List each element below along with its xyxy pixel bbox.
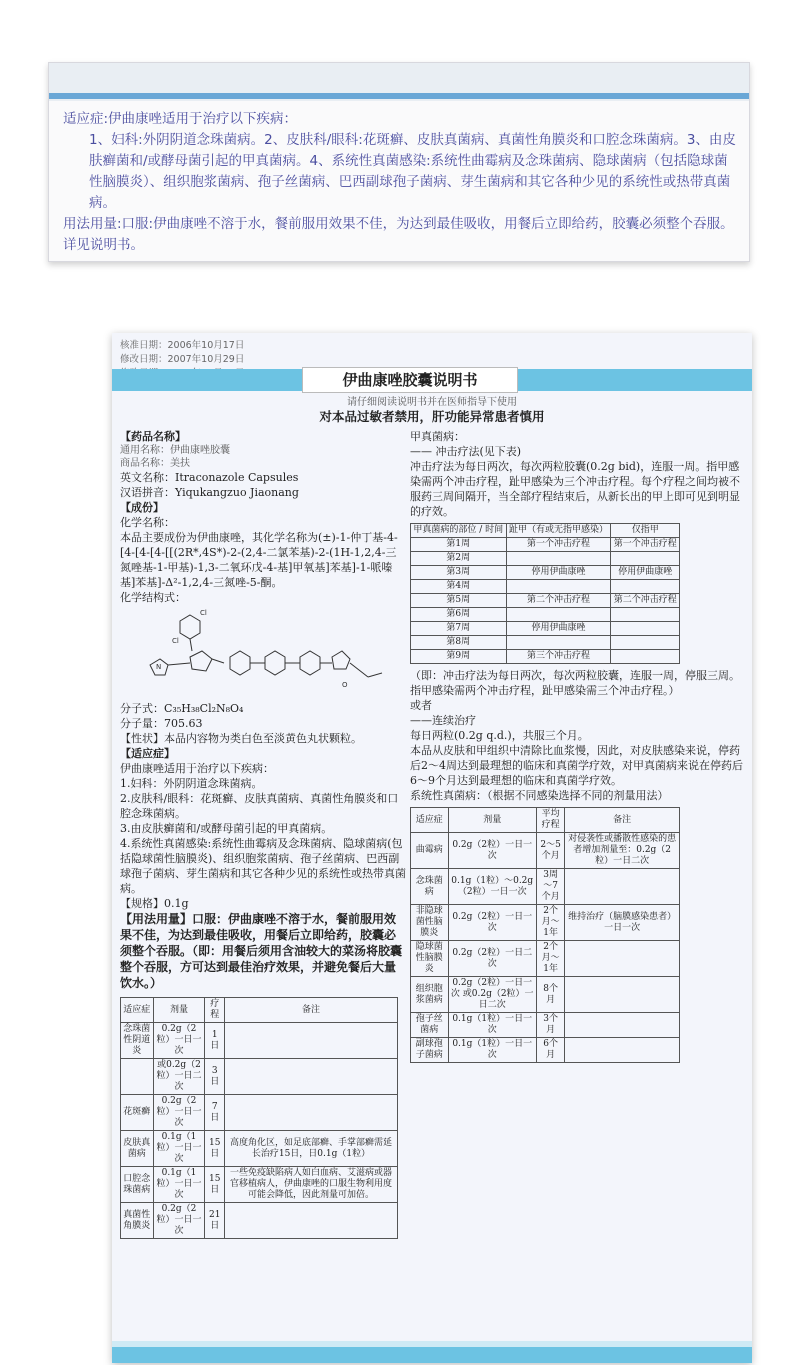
table-cell: 非隐球菌性脑膜炎: [411, 905, 449, 941]
table-cell: 皮肤真菌病: [121, 1131, 154, 1167]
table-cell: 维持治疗（脑膜感染患者）一日一次: [565, 905, 680, 941]
table-cell: 0.2g（2粒）一日一次: [153, 1023, 205, 1059]
table-cell: [224, 1023, 397, 1059]
onychomycosis-heading: 甲真菌病：: [410, 430, 465, 443]
table-header-row: [411, 524, 680, 538]
box-indication: 适应症:伊曲康唑适用于治疗以下疾病：: [63, 111, 298, 127]
table-row: [121, 1203, 398, 1239]
table-cell: 第7周: [411, 622, 507, 636]
indication-3: 3.由皮肤癣菌和/或酵母菌引起的甲真菌病。: [120, 822, 333, 835]
table-cell: 8个月: [536, 977, 564, 1013]
table-header-cell: 剂量: [153, 998, 205, 1023]
pulse-note: （即：冲击疗法为每日两次，每次两粒胶囊，连服一周，停服三周。指甲感染需两个冲击疗程，趾甲感染需三个冲击疗程。）: [410, 669, 740, 697]
table-row: [411, 552, 680, 566]
indication-intro: 伊曲康唑适用于治疗以下疾病：: [120, 762, 274, 775]
table-cell: 3日: [205, 1059, 225, 1095]
leaflet-title: 伊曲康唑胶囊说明书: [302, 367, 518, 393]
table-cell: 副球孢子菌病: [411, 1038, 449, 1063]
table-cell: [611, 622, 680, 636]
package-box: [48, 62, 750, 262]
table-row: [121, 1023, 398, 1059]
table-header-cell: 适应症: [121, 998, 154, 1023]
table-cell: 15日: [205, 1167, 225, 1203]
systemic-heading: 系统性真菌病：（根据不同感染选择不同的剂量用法）: [410, 789, 669, 802]
leaflet-footer-band: [112, 1347, 752, 1363]
table-header-cell: 甲真菌病的部位 / 时间: [411, 524, 507, 538]
table-header-cell: 平均疗程: [536, 808, 564, 833]
table-cell: 对侵袭性或播散性感染的患者增加剂量至：0.2g（2粒）一日二次: [565, 833, 680, 869]
leaflet-left-column: [120, 429, 406, 1239]
table-cell: 停用伊曲康唑: [506, 622, 611, 636]
instruction-leaflet: [112, 333, 752, 1363]
table-row: [121, 1059, 398, 1095]
table-cell: [506, 608, 611, 622]
table-cell: 第一个冲击疗程: [506, 538, 611, 552]
table-cell: [565, 977, 680, 1013]
table-row: [411, 833, 680, 869]
table-cell: 第1周: [411, 538, 507, 552]
continuous-dose: 每日两粒(0.2g q.d.)，共服三个月。: [410, 729, 589, 742]
table-row: [121, 1131, 398, 1167]
trade-name: 商品名称：美扶: [120, 458, 190, 469]
table-cell: 第一个冲击疗程: [611, 538, 680, 552]
table-cell: 0.2g（2粒）一日一次: [153, 1095, 205, 1131]
table-cell: [565, 1038, 680, 1063]
table-cell: [224, 1095, 397, 1131]
table-cell: 组织胞浆菌病: [411, 977, 449, 1013]
table-cell: 2个月～1年: [536, 905, 564, 941]
characteristics: 【性状】本品内容物为类白色至淡黄色丸状颗粒。: [120, 732, 362, 745]
table-cell: 第8周: [411, 636, 507, 650]
table-cell: 第二个冲击疗程: [506, 594, 611, 608]
table-cell: [224, 1203, 397, 1239]
systemic-table: [410, 807, 680, 1063]
table-header-cell: 适应症: [411, 808, 449, 833]
table-row: [411, 941, 680, 977]
table-cell: 2～5个月: [536, 833, 564, 869]
svg-text:O: O: [342, 681, 348, 689]
english-name: 英文名称：Itraconazole Capsules: [120, 471, 299, 484]
table-cell: 0.1g（1粒）一日一次: [153, 1167, 205, 1203]
dosage-table: [120, 997, 398, 1239]
revision-date-1: 修改日期：2007年10月29日: [120, 354, 245, 365]
molecular-formula: 分子式：C₃₅H₃₈Cl₂N₈O₄: [120, 702, 244, 715]
table-cell: 0.2g（2粒）一日一次: [153, 1203, 205, 1239]
table-cell: 0.1g（1粒）～0.2g（2粒）一日一次: [448, 869, 536, 905]
table-row: [411, 580, 680, 594]
table-cell: 第3周: [411, 566, 507, 580]
table-row: [411, 650, 680, 664]
table-cell: 停用伊曲康唑: [506, 566, 611, 580]
leaflet-right-column: [410, 429, 744, 1063]
table-row: [411, 636, 680, 650]
table-cell: 或0.2g（2粒）一日二次: [153, 1059, 205, 1095]
table-cell: 0.2g（2粒）一日一次 或0.2g（2粒）一日二次: [448, 977, 536, 1013]
table-row: [411, 622, 680, 636]
table-cell: 第9周: [411, 650, 507, 664]
box-usage: 用法用量:口服:伊曲康唑不溶于水，餐前服用效果不佳，为达到最佳吸收，用餐后立即给药，胶囊必须整个吞服。详见说明书。: [63, 216, 734, 253]
table-row: [411, 608, 680, 622]
table-row: [121, 1095, 398, 1131]
table-cell: 花斑癣: [121, 1095, 154, 1131]
table-cell: 第4周: [411, 580, 507, 594]
svg-text:Cl: Cl: [172, 637, 179, 645]
table-cell: 第三个冲击疗程: [506, 650, 611, 664]
indication-1: 1.妇科：外阴阴道念珠菌病。: [120, 777, 263, 790]
table-cell: [611, 552, 680, 566]
table-cell: 0.1g（1粒）一日一次: [448, 1013, 536, 1038]
table-cell: [506, 580, 611, 594]
table-row: [411, 905, 680, 941]
table-header-cell: 备注: [565, 808, 680, 833]
table-cell: 1日: [205, 1023, 225, 1059]
composition-heading: 【成份】: [120, 501, 164, 514]
table-cell: [565, 941, 680, 977]
molecular-weight: 分子量：705.63: [120, 717, 203, 730]
table-cell: 念珠菌病: [411, 869, 449, 905]
table-cell: 一些免疫缺陷病人如白血病、艾滋病或器官移植病人，伊曲康唑的口服生物利用度可能会降低，因此剂量可加倍。: [224, 1167, 397, 1203]
chemical-name-heading: 化学名称：: [120, 516, 175, 529]
table-cell: 真菌性角膜炎: [121, 1203, 154, 1239]
box-indication-detail: 1、妇科:外阴阴道念珠菌病。2、皮肤科/眼科:花斑癣、皮肤真菌病、真菌性角膜炎和口腔念珠菌病。3、由皮肤癣菌和/或酵母菌引起的甲真菌病。4、系统性真菌感染:系统性曲霉病及念珠菌病、隐球菌病（包括隐球菌性脑膜炎）、组织胞浆菌病、孢子丝菌病、巴西副球孢子菌病、芽生菌病和其它各种少见的系统性或热带真菌病。: [89, 132, 736, 211]
table-cell: 6个月: [536, 1038, 564, 1063]
table-cell: 3个月: [536, 1013, 564, 1038]
table-cell: 停用伊曲康唑: [611, 566, 680, 580]
structure-heading: 化学结构式：: [120, 591, 186, 604]
table-cell: 第6周: [411, 608, 507, 622]
table-row: [411, 538, 680, 552]
svg-text:Cl: Cl: [200, 609, 207, 617]
table-cell: 孢子丝菌病: [411, 1013, 449, 1038]
chemical-structure-diagram: [120, 607, 406, 699]
table-cell: 口腔念珠菌病: [121, 1167, 154, 1203]
table-cell: 0.2g（2粒）一日一次: [448, 833, 536, 869]
table-header-row: [121, 998, 398, 1023]
table-row: [411, 566, 680, 580]
table-cell: 0.1g（1粒）一日一次: [448, 1038, 536, 1063]
table-cell: 0.2g（2粒）一日一次: [448, 905, 536, 941]
drug-name-heading: 【药品名称】: [120, 430, 186, 443]
table-cell: 曲霉病: [411, 833, 449, 869]
table-cell: [611, 636, 680, 650]
common-name: 通用名称：伊曲康唑胶囊: [120, 445, 230, 456]
pulse-therapy-text: 冲击疗法为每日两次，每次两粒胶囊(0.2g bid)，连服一周。指甲感染需两个冲击疗程，趾甲感染为三个冲击疗程。每个疗程之间均被不服药三周间隔开，当全部疗程结束后，从新长出的甲上即可见到明显的疗效。: [410, 460, 740, 518]
table-header-cell: 仅指甲: [611, 524, 680, 538]
table-row: [411, 977, 680, 1013]
table-header-cell: 疗程: [205, 998, 225, 1023]
table-cell: [224, 1059, 397, 1095]
table-cell: 高度角化区，如足底部癣、手掌部癣需延长治疗15日，日0.1g（1粒）: [224, 1131, 397, 1167]
usage-dosage: 【用法用量】口服：伊曲康唑不溶于水，餐前服用效果不佳，为达到最佳吸收，用餐后立即给药，胶囊必须整个吞服。（即：用餐后须用含油较大的菜汤将胶囊整个吞服，方可达到最佳治疗效果，并避免餐后大量饮水。）: [120, 912, 403, 990]
table-cell: [565, 1013, 680, 1038]
box-blue-stripe: [49, 93, 749, 99]
indication-4: 4.系统性真菌感染:系统性曲霉病及念珠菌病、隐球菌病(包括隐球菌性脑膜炎)、组织胞浆菌病、孢子丝菌病、巴西副球孢子菌病、芽生菌病和其它各种少见的系统性或热带真菌病。: [120, 837, 406, 895]
table-header-cell: 趾甲（有或无指甲感染）: [506, 524, 611, 538]
table-row: [121, 1167, 398, 1203]
table-cell: [506, 636, 611, 650]
table-row: [411, 1013, 680, 1038]
table-cell: 第二个冲击疗程: [611, 594, 680, 608]
specification: 【规格】0.1g: [120, 897, 189, 910]
pulse-therapy-heading: —— 冲击疗法(见下表): [410, 445, 522, 458]
table-header-cell: 剂量: [448, 808, 536, 833]
table-header-row: [411, 808, 680, 833]
approval-date: 核准日期：2006年10月17日: [120, 340, 245, 351]
table-cell: 第2周: [411, 552, 507, 566]
continuous-note: 本品从皮肤和甲组织中清除比血浆慢，因此，对皮肤感染来说，停药后2～4周达到最理想的临床和真菌学疗效，对甲真菌病来说在停药后6～9个月达到最理想的临床和真菌学疗效。: [410, 744, 743, 787]
table-row: [411, 594, 680, 608]
table-cell: 念珠菌性阴道炎: [121, 1023, 154, 1059]
pulse-therapy-table: [410, 523, 680, 664]
table-cell: 0.1g（1粒）一日一次: [153, 1131, 205, 1167]
table-cell: 第5周: [411, 594, 507, 608]
table-row: [411, 869, 680, 905]
or-label: 或者: [410, 699, 432, 712]
table-row: [411, 1038, 680, 1063]
table-cell: [611, 580, 680, 594]
table-cell: 7日: [205, 1095, 225, 1131]
table-cell: 2个月～1年: [536, 941, 564, 977]
table-cell: 3周～7个月: [536, 869, 564, 905]
table-cell: [611, 650, 680, 664]
pinyin-name: 汉语拼音：Yiqukangzuo Jiaonang: [120, 486, 299, 499]
table-cell: 隐球菌性脑膜炎: [411, 941, 449, 977]
chemical-name: 本品主要成份为伊曲康唑，其化学名称为(±)-1-仲丁基-4-[4-[4-[4-[[(2R*,4S*)-2-(2,4-二氯苯基)-2-(1H-1,2,4-三氮唑基-1-甲基)-1,3-二氧环戊-4-基]甲氧基]苯基]-1-哌嗪基]苯基]-Δ²-1,2,4-三氮唑-5-酮。: [120, 531, 398, 589]
box-text: [63, 109, 738, 256]
table-cell: [506, 552, 611, 566]
indication-2: 2.皮肤科/眼科：花斑癣、皮肤真菌病、真菌性角膜炎和口腔念珠菌病。: [120, 792, 399, 820]
table-cell: [565, 869, 680, 905]
table-cell: 21日: [205, 1203, 225, 1239]
leaflet-warning: 对本品过敏者禁用，肝功能异常患者慎用: [319, 409, 545, 424]
leaflet-subtitle: 请仔细阅读说明书并在医师指导下使用: [347, 397, 517, 408]
table-cell: [611, 608, 680, 622]
continuous-heading: ——连续治疗: [410, 714, 476, 727]
indication-heading: 【适应症】: [120, 747, 175, 760]
table-cell: [121, 1059, 154, 1095]
table-header-cell: 备注: [224, 998, 397, 1023]
table-cell: 0.2g（2粒）一日二次: [448, 941, 536, 977]
table-cell: 15日: [205, 1131, 225, 1167]
svg-text:N: N: [156, 663, 162, 671]
